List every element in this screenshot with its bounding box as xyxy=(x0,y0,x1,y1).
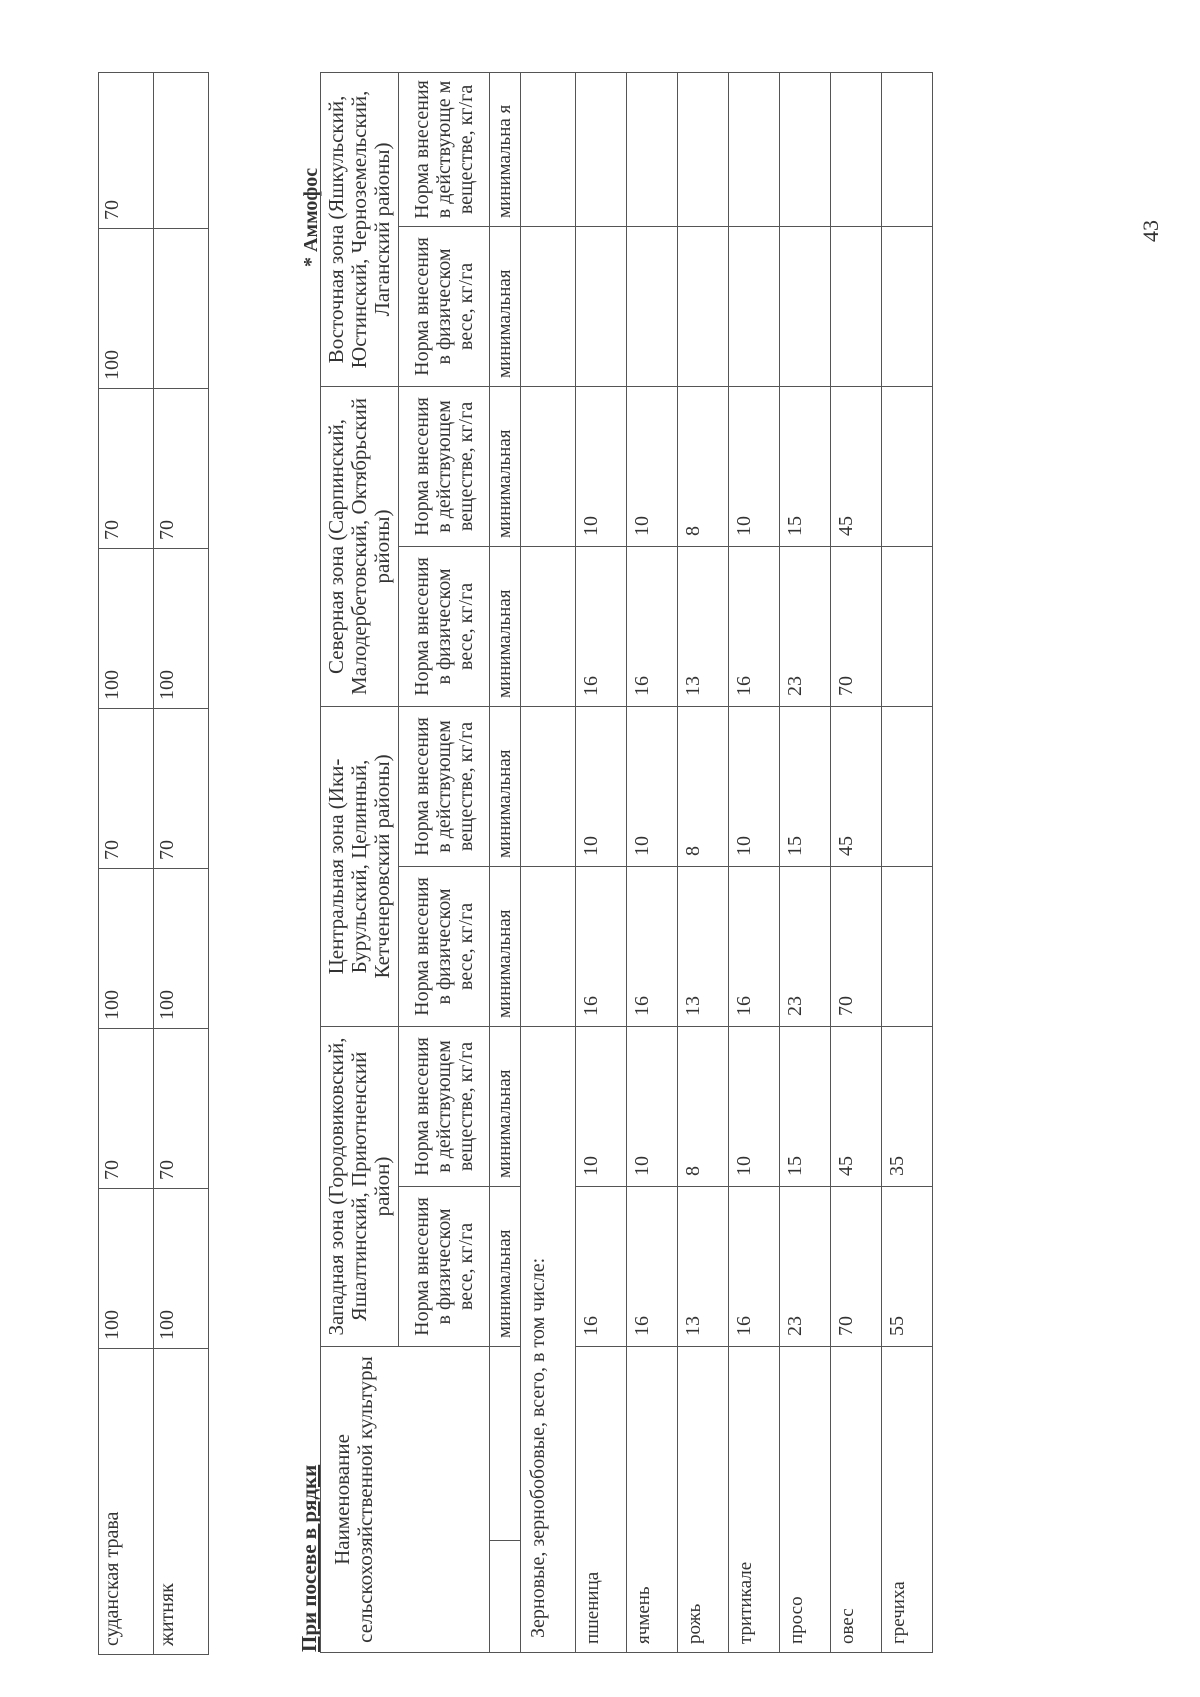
cell: 23 xyxy=(780,1187,831,1347)
cell: 100 xyxy=(99,229,154,389)
min-row xyxy=(490,72,521,1652)
cell: 70 xyxy=(831,1187,882,1347)
cell xyxy=(154,73,209,229)
crop-name: гречиха xyxy=(882,1347,933,1653)
crop-name: пшеница xyxy=(576,1347,627,1653)
cell: 70 xyxy=(154,709,209,869)
cell: 45 xyxy=(831,706,882,866)
zone-header-west: Западная зона (Городовиковский, Яшалтинский, Приютненский район) xyxy=(321,1026,399,1346)
group-row xyxy=(521,72,576,1652)
cell xyxy=(882,226,933,386)
cell: 100 xyxy=(154,549,209,709)
cell: 16 xyxy=(627,546,678,706)
cell: 16 xyxy=(576,866,627,1026)
cell: 13 xyxy=(678,1187,729,1347)
fertilizer-note: * Аммофос xyxy=(300,167,322,267)
cell: 16 xyxy=(729,546,780,706)
cell: 10 xyxy=(576,386,627,546)
table-row xyxy=(99,73,154,1655)
table-row xyxy=(729,72,780,1652)
fertilizer-norms-table xyxy=(320,72,933,1653)
cell xyxy=(780,226,831,386)
cell xyxy=(576,226,627,386)
blank-cell xyxy=(521,72,576,226)
cell: 35 xyxy=(882,1026,933,1186)
cell: 70 xyxy=(154,389,209,549)
cell: 10 xyxy=(627,386,678,546)
physical-weight-header: Норма внесения в физическом весе, кг/га xyxy=(399,1187,490,1347)
crop-name: рожь xyxy=(678,1347,729,1653)
cell xyxy=(780,72,831,226)
table-row xyxy=(576,72,627,1652)
cell: 10 xyxy=(627,1026,678,1186)
cell: 45 xyxy=(831,386,882,546)
cell: 100 xyxy=(99,1189,154,1349)
cell: 8 xyxy=(678,386,729,546)
cell xyxy=(882,386,933,546)
active-substance-header: Норма внесения в действующем веществе, кг/га xyxy=(399,1026,490,1186)
section-title: При посеве в рядки xyxy=(297,1464,321,1652)
active-substance-header: Норма внесения в действующе м веществе, кг/га xyxy=(399,72,490,226)
cell: 16 xyxy=(627,1187,678,1347)
blank-cell xyxy=(521,706,576,866)
blank-cell xyxy=(521,386,576,546)
cell: 100 xyxy=(99,869,154,1029)
cell: 15 xyxy=(780,706,831,866)
min-label: минимальна я xyxy=(490,72,521,226)
cell: 70 xyxy=(99,73,154,229)
physical-weight-header: Норма внесения в физическом весе, кг/га xyxy=(399,546,490,706)
cell xyxy=(882,706,933,866)
table-row xyxy=(780,72,831,1652)
cell xyxy=(627,72,678,226)
min-label: минимальная xyxy=(490,866,521,1026)
table-row xyxy=(831,72,882,1652)
blank-cell xyxy=(521,226,576,386)
min-label: минимальная xyxy=(490,1026,521,1186)
cell: 13 xyxy=(678,866,729,1026)
page-number: 43 xyxy=(1138,220,1163,242)
cell: 10 xyxy=(576,1026,627,1186)
cell: 16 xyxy=(729,866,780,1026)
cell xyxy=(627,226,678,386)
active-substance-header: Норма внесения в действующем веществе, кг/га xyxy=(399,706,490,866)
cell: 13 xyxy=(678,546,729,706)
blank-cell xyxy=(490,1347,521,1541)
crop-column-header: Наименование сельскохозяйственной культуры xyxy=(321,1347,490,1653)
cell: 23 xyxy=(780,866,831,1026)
cell xyxy=(678,226,729,386)
zone-header-central: Центральная зона (Ики-Бурульский, Целинный, Кетченеровский районы) xyxy=(321,706,399,1026)
min-label: минимальная xyxy=(490,226,521,386)
cell: 10 xyxy=(576,706,627,866)
cell xyxy=(831,226,882,386)
blank-cell xyxy=(490,1541,521,1653)
min-label: минимальная xyxy=(490,386,521,546)
cell: 100 xyxy=(154,1189,209,1349)
cell: 8 xyxy=(678,1026,729,1186)
cell: 70 xyxy=(831,866,882,1026)
crop-name: ячмень xyxy=(627,1347,678,1653)
cell xyxy=(882,546,933,706)
crop-name: суданская трава xyxy=(99,1349,154,1655)
cell xyxy=(729,72,780,226)
cell xyxy=(882,72,933,226)
cell: 70 xyxy=(831,546,882,706)
cell: 15 xyxy=(780,1026,831,1186)
zone-header-east: Восточная зона (Яшкульский, Юстинский, Черноземельский, Лаганский районы) xyxy=(321,72,399,386)
header-row xyxy=(321,72,399,1652)
cell: 10 xyxy=(729,1026,780,1186)
crop-name: овес xyxy=(831,1347,882,1653)
min-label: минимальная xyxy=(490,546,521,706)
cell: 23 xyxy=(780,546,831,706)
active-substance-header: Норма внесения в действующем веществе, кг/га xyxy=(399,386,490,546)
cell xyxy=(729,226,780,386)
cell: 45 xyxy=(831,1026,882,1186)
cell: 10 xyxy=(627,706,678,866)
cell: 10 xyxy=(729,706,780,866)
cell: 16 xyxy=(627,866,678,1026)
cell: 70 xyxy=(154,1029,209,1189)
cell: 15 xyxy=(780,386,831,546)
cell xyxy=(831,72,882,226)
cell xyxy=(576,72,627,226)
blank-cell xyxy=(521,546,576,706)
cell: 16 xyxy=(576,1187,627,1347)
table-row xyxy=(154,73,209,1655)
table-row xyxy=(627,72,678,1652)
crop-name: житняк xyxy=(154,1349,209,1655)
zone-header-north: Северная зона (Сарпинский, Малодербетовский, Октябрьский районы) xyxy=(321,386,399,706)
cell xyxy=(678,72,729,226)
crop-name: тритикале xyxy=(729,1347,780,1653)
continuation-table xyxy=(98,72,209,1655)
table-row xyxy=(882,72,933,1652)
cell xyxy=(882,866,933,1026)
cell: 100 xyxy=(154,869,209,1029)
physical-weight-header: Норма внесения в физическом весе, кг/га xyxy=(399,866,490,1026)
cell: 70 xyxy=(99,389,154,549)
group-label: Зерновые, зернобобовые, всего, в том числе: xyxy=(521,1026,576,1652)
cell: 16 xyxy=(729,1187,780,1347)
cell: 8 xyxy=(678,706,729,866)
cell: 55 xyxy=(882,1187,933,1347)
cell: 70 xyxy=(99,1029,154,1189)
min-label: минимальная xyxy=(490,706,521,866)
physical-weight-header: Норма внесения в физическом весе, кг/га xyxy=(399,226,490,386)
cell: 16 xyxy=(576,546,627,706)
table-row xyxy=(678,72,729,1652)
cell: 10 xyxy=(729,386,780,546)
cell: 100 xyxy=(99,549,154,709)
crop-name: просо xyxy=(780,1347,831,1653)
min-label: минимальная xyxy=(490,1187,521,1347)
cell: 70 xyxy=(99,709,154,869)
cell xyxy=(154,229,209,389)
blank-cell xyxy=(521,866,576,1026)
